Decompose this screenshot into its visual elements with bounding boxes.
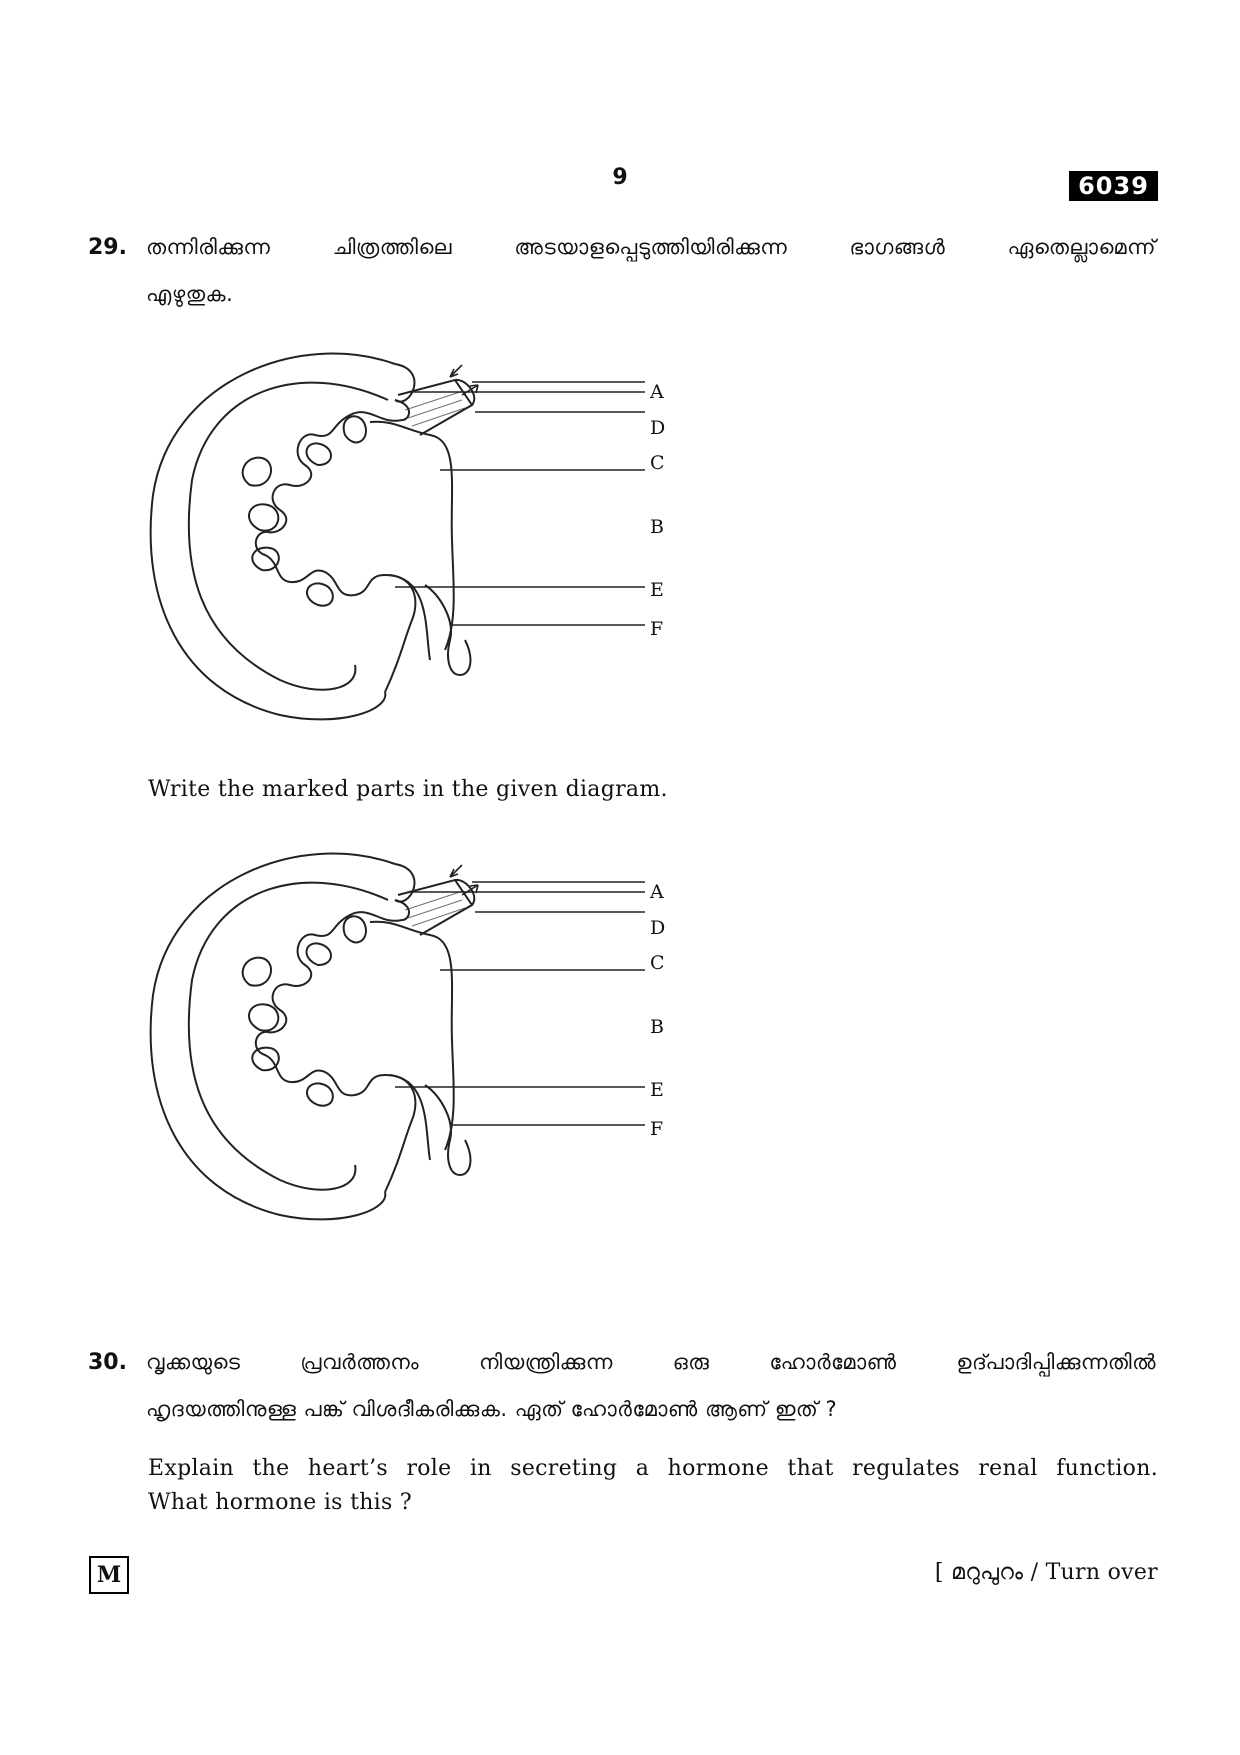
question-29-malayalam-line1: തന്നിരിക്കുന്ന ചിത്രത്തിലെ അടയാളപ്പെടുത്തിയിരിക്കുന്ന ഭാഗങ്ങൾ ഏതെല്ലാമെന്ന്: [146, 235, 1156, 259]
label-a: A: [650, 881, 664, 903]
label-d: D: [650, 417, 666, 439]
question-30-number: 30.: [88, 1350, 127, 1375]
label-a: A: [650, 381, 664, 403]
label-c: C: [650, 952, 665, 974]
question-30-english-line2: What hormone is this ?: [148, 1490, 412, 1515]
label-f: F: [650, 618, 664, 640]
question-30-malayalam-line1: വൃക്കയുടെ പ്രവർത്തനം നിയന്ത്രിക്കുന്ന ഒരു ഹോർമോൺ ഉദ്പാദിപ്പിക്കുന്നതിൽ: [146, 1350, 1156, 1374]
kidney-diagram-1: [140, 340, 680, 740]
label-b: B: [650, 516, 664, 538]
label-b: B: [650, 1016, 664, 1038]
question-29-number: 29.: [88, 235, 127, 260]
kidney-diagram-2: [140, 840, 680, 1240]
label-e: E: [650, 579, 664, 601]
question-30-malayalam-line2: ഹൃദയത്തിനുള്ള പങ്ക് വിശദീകരിക്കുക. ഏത് ഹോർമോൺ ആണ് ഇത് ?: [146, 1397, 838, 1421]
label-d: D: [650, 917, 666, 939]
label-e: E: [650, 1079, 664, 1101]
question-30-english-line1: Explain the heart’s role in secreting a hormone that regulates renal function.: [148, 1456, 1158, 1481]
label-f: F: [650, 1118, 664, 1140]
m-mark-box: M: [89, 1556, 129, 1594]
question-29-english: Write the marked parts in the given diagram.: [148, 777, 668, 802]
turn-over-text: [ മറുപുറം / Turn over: [934, 1560, 1158, 1585]
question-29-malayalam-line2: എഴുതുക.: [146, 282, 234, 306]
paper-code-badge: 6039: [1069, 171, 1158, 201]
label-c: C: [650, 452, 665, 474]
page-number: 9: [612, 165, 628, 190]
